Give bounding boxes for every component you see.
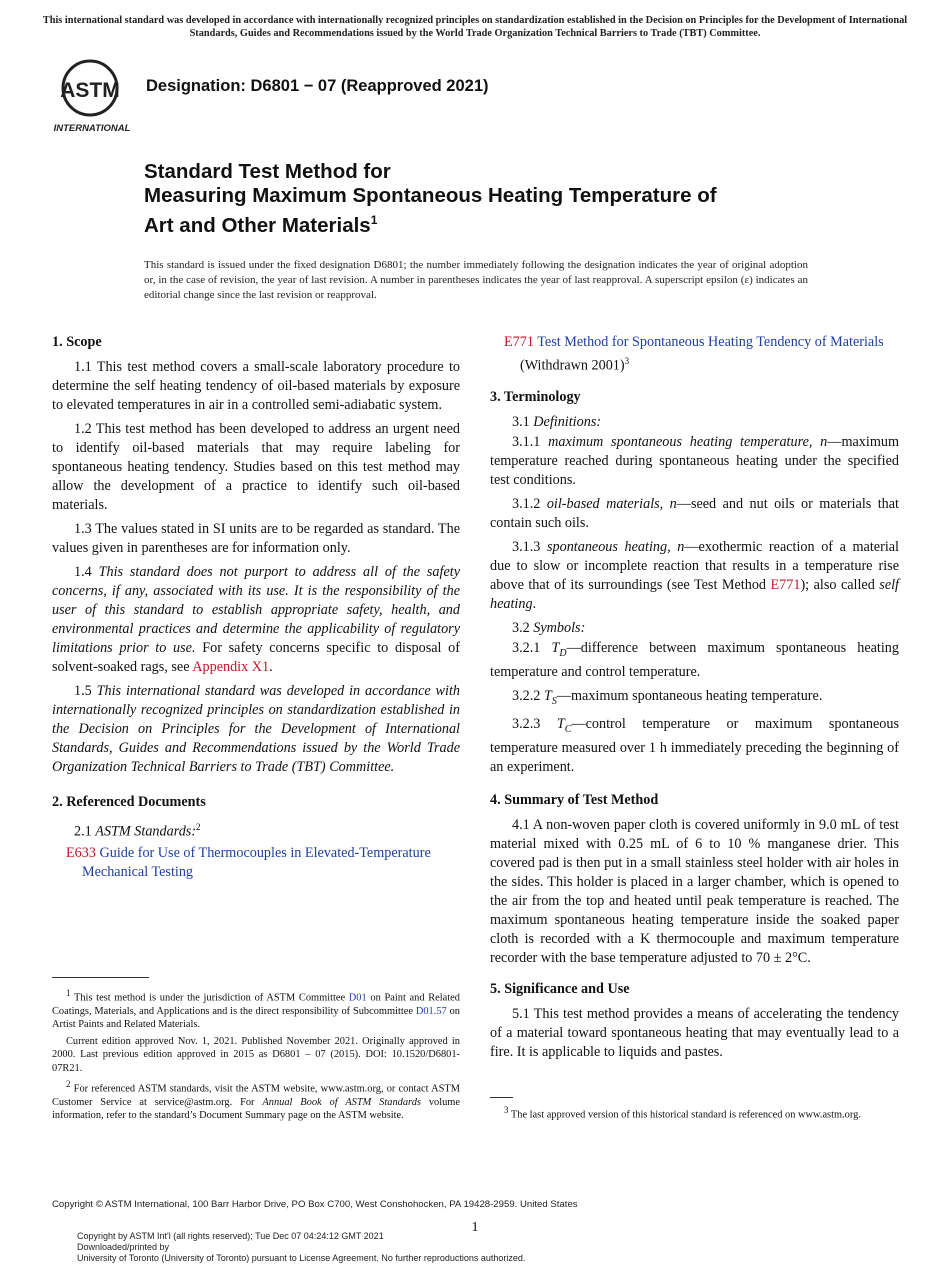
d01-57-link[interactable]: D01.57 xyxy=(415,1005,447,1017)
para-3-1-1: 3.1.1 maximum spontaneous heating temperature, n—maximum temperature reached during spontaneous heating under the specified test conditions. xyxy=(490,433,900,488)
e633-link[interactable]: E633 xyxy=(66,844,96,861)
e771-link[interactable]: E771 xyxy=(504,334,534,350)
para-3-2-1: 3.2.1 $T_D—difference$ between maximum spontaneous heating temperature and control temperature. xyxy=(490,639,899,680)
reference-e771: E771 Test Method for Spontaneous Heating Tendency of Materials (Withdrawn 2001)$^3$ xyxy=(504,334,884,374)
para-3-2-3: 3.2.3 $T_C—control$ temperature or maximum spontaneous temperature measured over 1 h immediately preceding the beginning of an experiment. xyxy=(490,716,899,776)
e771-title-link[interactable]: Test Method for Spontaneous Heating Tendency of Materials xyxy=(537,334,884,350)
para-5-1: 5.1 This test method provides a means of accelerating the tendency of a material toward spontaneous heating that may eventually lead to a fire. It is applicable to liquids and pastes. xyxy=(490,1006,899,1061)
para-3-1-3: 3.1.3 spontaneous heating, n—exothermic reaction of a material due to slow or incomplete reaction that results in a temperature rise above that of its surroundings (see Test Method E771); also called self heating. xyxy=(490,538,900,612)
section-4-heading: 4. Summary of Test Method xyxy=(490,792,659,809)
para-1-3: 1.3 The values stated in SI units are to be regarded as standard. The values given in parentheses are for information only. xyxy=(52,521,460,556)
footnote-1: $^1$ This test method is under the jurisdiction of ASTM Committee D01 on Paint and Related Coatings, Materials, and Applications and is the direct responsibility of Subcommittee D01.57 on Artist Paints and Related Materials. xyxy=(52,988,460,1031)
para-4-1: 4.1 A non-woven paper cloth is covered uniformly in 9.0 mL of test material mixed with 0.25 mL of 6 to 10 % manganese drier. This covered pad is then put in a small stainless steel holder with air holes in the sides. This holder is placed in a larger chamber, which is opened to the air from the top and heated until peak temperature is reached. The maximum spontaneous heating temperature inside the soaked paper cloth is recorded with a K thermocouple and maximum temperature recorder with the base temperature adjusted to 70 ± 2°C. xyxy=(490,817,899,967)
footnote-rule-right xyxy=(490,1097,513,1098)
logo-text: ASTM xyxy=(60,79,120,102)
document-title xyxy=(144,160,844,238)
para-1-5: 1.5 This international standard was developed in accordance with internationally recognized principles on standardization established in the Decision on Principles for the Development of International Standards, Guides and Recommendations issued by the World Trade Organization Technical Barriers to Trade (TBT) Committee. xyxy=(52,683,460,775)
left-column xyxy=(52,333,460,887)
standard-notice: This international standard was developed in accordance with internationally recognized principles on standardization established in the Decision on Principles for the Development of International Standards, Guides and Recommendations issued by the World Trade Organization Technical Barriers to Trade (TBT) Committee. xyxy=(42,15,908,39)
d01-link[interactable]: D01 xyxy=(348,992,367,1004)
title-line-2: Measuring Maximum Spontaneous Heating Temperature of xyxy=(144,184,717,207)
section-5-heading: 5. Significance and Use xyxy=(490,981,630,998)
page-number: 1 xyxy=(471,1220,479,1235)
left-footnotes xyxy=(52,987,460,1126)
para-1-1: 1.1 This test method covers a small-scale laboratory procedure to determine the self heating tendency of oil-based materials by exposure to elevated temperatures in air in a controlled semi-adiabatic system. xyxy=(52,359,460,413)
footnote-2: $^2$ For referenced ASTM standards, visit the ASTM website, www.astm.org, or contact ASTM Customer Service at service@astm.org. For Annual Book of ASTM Standards volume information, refer to the standard’s Document Summary page on the ASTM website. xyxy=(52,1078,460,1122)
para-1-4: 1.4 This standard does not purport to address all of the safety concerns, if any, associated with its use. It is the responsibility of the user of this standard to establish appropriate safety, health, and environmental practices and determine the applicability of regulatory limitations prior to use. For safety concerns specific to disposal of solvent-soaked rags, see Appendix X1. xyxy=(52,564,461,675)
para-1-2: 1.2 This test method has been developed to address an urgent need to identify oil-based materials that may require labeling for spontaneous heating tendency. Studies based on this test method may allow the development of a practice to identify such oil-based materials. xyxy=(52,421,460,513)
footnote-1-current-edition: Current edition approved Nov. 1, 2021. Published November 2021. Originally approved in 2000. Last previous edition approved in 2015 as D6801 – 07 (2015). DOI: 10.1520/D6801-07R21. xyxy=(52,1035,460,1074)
license-line-2: Downloaded/printed by xyxy=(77,1242,170,1252)
para-2-1: 2.1 ASTM Standards:$^2$ xyxy=(74,822,201,840)
para-3-2: 3.2 Symbols: xyxy=(512,619,586,636)
section-2-heading: 2. Referenced Documents xyxy=(52,794,206,810)
para-3-1-2: 3.1.2 oil-based materials, n—seed and nut oils or materials that contain such oils. xyxy=(490,495,899,531)
astm-logo xyxy=(50,56,136,134)
section-1-heading: 1. Scope xyxy=(52,334,102,350)
para-3-1: 3.1 Definitions: xyxy=(512,413,602,430)
logo-org-text: INTERNATIONAL xyxy=(53,123,131,134)
title-line-1: Standard Test Method for xyxy=(144,160,391,183)
para-3-2-2: 3.2.2 $T_S—maximum$ spontaneous heating temperature. xyxy=(512,687,823,707)
section-3-heading: 3. Terminology xyxy=(490,388,581,405)
copyright-line: Copyright © ASTM International, 100 Barr Harbor Drive, PO Box C700, West Conshohocken, PA 19428-2959. United States xyxy=(52,1199,578,1210)
license-block xyxy=(77,1231,897,1264)
title-footnote-marker: 1 xyxy=(370,213,378,227)
reference-e633 xyxy=(52,844,460,882)
footnote-rule-left xyxy=(52,977,149,978)
license-line-3: University of Toronto (University of Toronto) pursuant to License Agreement. No further reproductions authorized. xyxy=(77,1253,526,1263)
right-footnotes xyxy=(490,1104,899,1125)
footnote-3: $^3$ The last approved version of this historical standard is referenced on www.astm.org. xyxy=(504,1105,861,1121)
e633-title-link[interactable]: Guide for Use of Thermocouples in Elevated-Temperature Mechanical Testing xyxy=(82,844,431,880)
e771-inline-link[interactable]: E771 xyxy=(770,576,801,593)
right-column xyxy=(490,333,899,1067)
title-line-3: Art and Other Materials xyxy=(144,213,371,237)
appendix-x1-link[interactable]: Appendix X1 xyxy=(192,659,270,675)
designation: Designation: D6801 − 07 (Reapproved 2021) xyxy=(146,77,489,95)
license-line-1: Copyright by ASTM Int'l (all rights reserved); Tue Dec 07 04:24:12 GMT 2021 xyxy=(77,1231,384,1241)
issue-note: This standard is issued under the fixed designation D6801; the number immediately following the designation indicates the year of original adoption or, in the case of revision, the year of last revision. A number in parentheses indicates the year of last reapproval. A superscript epsilon (ε) indicates an editorial change since the last revision or reapproval. xyxy=(144,259,808,301)
